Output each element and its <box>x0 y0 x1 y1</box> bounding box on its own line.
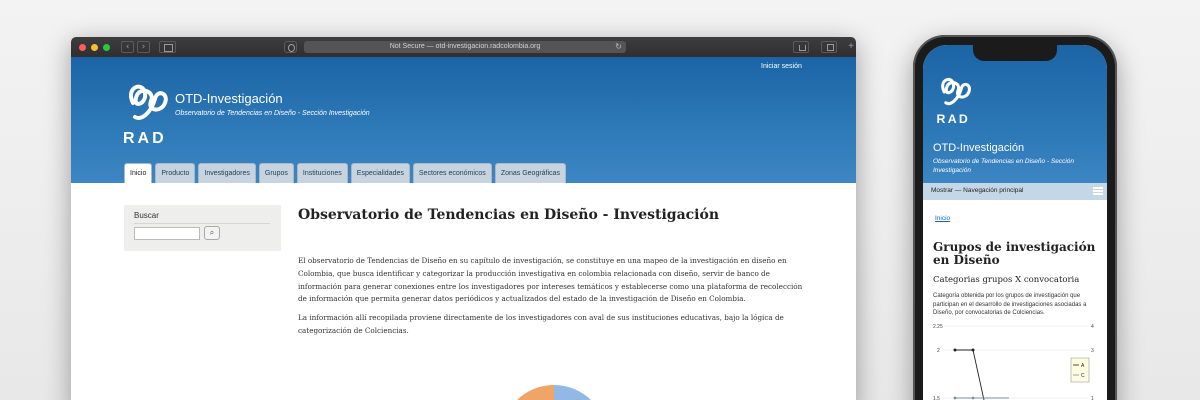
source-paragraph: La información allí recopilada proviene directamente de los investigadores con aval de sus instituciones educativas, bajo la lógica de categorización de Colciencias. <box>298 313 784 335</box>
login-link[interactable]: Iniciar sesión <box>761 63 802 70</box>
main-content <box>71 183 856 400</box>
left-tick-label: 2 <box>937 348 940 354</box>
mobile-chart-subtitle: Categorias grupos X convocatoria <box>933 275 1080 285</box>
mobile-nav-toggle[interactable] <box>923 183 1107 200</box>
phone-notch <box>973 45 1057 61</box>
sidebar-toggle-icon[interactable] <box>159 41 176 53</box>
tab-overview-icon[interactable] <box>821 41 837 53</box>
tab-sectores-economicos[interactable]: Sectores económicos <box>413 163 492 183</box>
tab-especialidades[interactable]: Especialidades <box>351 163 410 183</box>
tab-instituciones[interactable]: Instituciones <box>297 163 348 183</box>
legend-label-a: A <box>1081 363 1085 369</box>
intro-paragraph: El observatorio de Tendencias de Diseño en su capítulo de investigación, se constituye en una mapeo de la investigación en diseño en Colombia, que busca identificar y categorizar la producción investigativa en colombia relacionada con diseño, servir de banco de información para generar conexiones entre los investigadores por intereses temáticos y establecerse como una plataforma de recolección de información que permita generar datos periódicos y actualizados del estado de la investigación de Diseño en Colombia. <box>298 256 803 304</box>
tab-inicio[interactable]: Inicio <box>124 163 152 183</box>
back-arrow-icon[interactable]: ‹ <box>121 41 134 53</box>
mobile-line-chart <box>933 320 1103 400</box>
share-icon[interactable] <box>793 41 809 53</box>
right-tick-label: 4 <box>1091 324 1094 330</box>
pie-chart <box>501 385 607 400</box>
privacy-shield-icon[interactable] <box>284 41 297 53</box>
address-bar-text: Not Secure — otd-investigacion.radcolombia.org <box>389 43 541 50</box>
chart-point <box>954 349 957 352</box>
new-tab-icon[interactable]: + <box>848 41 854 52</box>
search-icon[interactable]: ⌕ <box>204 226 220 240</box>
chart-series-line-a <box>955 350 991 400</box>
forward-arrow-icon[interactable]: › <box>137 41 150 53</box>
search-block <box>124 205 281 251</box>
desktop-browser-window <box>71 37 856 400</box>
maximize-window-button[interactable] <box>103 44 110 51</box>
left-tick-label: 1.5 <box>933 396 940 400</box>
mobile-screen <box>923 45 1107 400</box>
reload-icon[interactable]: ↻ <box>615 42 622 51</box>
primary-nav <box>124 163 566 183</box>
right-tick-label: 3 <box>1091 348 1094 354</box>
mobile-logo-text: RAD <box>936 111 971 126</box>
left-tick-label: 2.25 <box>933 324 943 330</box>
mobile-rad-logo[interactable] <box>935 73 975 131</box>
mobile-page-title: Grupos de investigación en Diseño <box>933 240 1096 267</box>
mobile-nav-label: Mostrar — Navegación principal <box>931 187 1024 194</box>
mobile-site-slogan: Observatorio de Tendencias en Diseño - Sección Investigación <box>933 158 1075 174</box>
tab-investigadores[interactable]: Investigadores <box>198 163 256 183</box>
mobile-site-name[interactable]: OTD-Investigación <box>933 142 1025 154</box>
hamburger-menu-icon[interactable] <box>1093 187 1103 195</box>
rad-logo[interactable] <box>121 81 173 151</box>
close-window-button[interactable] <box>79 44 86 51</box>
tab-producto[interactable]: Producto <box>155 163 195 183</box>
browser-toolbar <box>71 37 856 57</box>
mobile-breadcrumb[interactable]: Inicio <box>935 215 951 222</box>
site-name[interactable]: OTD-Investigación <box>175 91 283 106</box>
chart-point <box>972 349 975 352</box>
address-bar[interactable] <box>304 41 626 53</box>
search-input[interactable] <box>134 227 200 240</box>
tab-zonas-geograficas[interactable]: Zonas Geográficas <box>495 163 566 183</box>
mobile-phone-frame <box>913 35 1117 400</box>
logo-text: RAD <box>123 130 167 147</box>
chart-point <box>954 397 957 400</box>
search-divider <box>134 223 270 224</box>
chart-legend <box>1071 358 1089 382</box>
mobile-chart-description: Categoría obtenida por los grupos de investigación que participan en el desarrollo de investigaciones asociadas a Diseño, por convocatorias de Colciencias. <box>933 293 1087 316</box>
legend-label-c: C <box>1081 373 1085 379</box>
mobile-site-header <box>923 45 1107 183</box>
page-title: Observatorio de Tendencias en Diseño - Investigación <box>298 207 720 223</box>
site-slogan: Observatorio de Tendencias en Diseño - Sección Investigación <box>175 110 370 117</box>
site-header <box>71 57 856 183</box>
minimize-window-button[interactable] <box>91 44 98 51</box>
search-title: Buscar <box>134 211 159 220</box>
right-tick-label: 1 <box>1091 396 1094 400</box>
chart-point <box>972 397 975 400</box>
tab-grupos[interactable]: Grupos <box>259 163 294 183</box>
